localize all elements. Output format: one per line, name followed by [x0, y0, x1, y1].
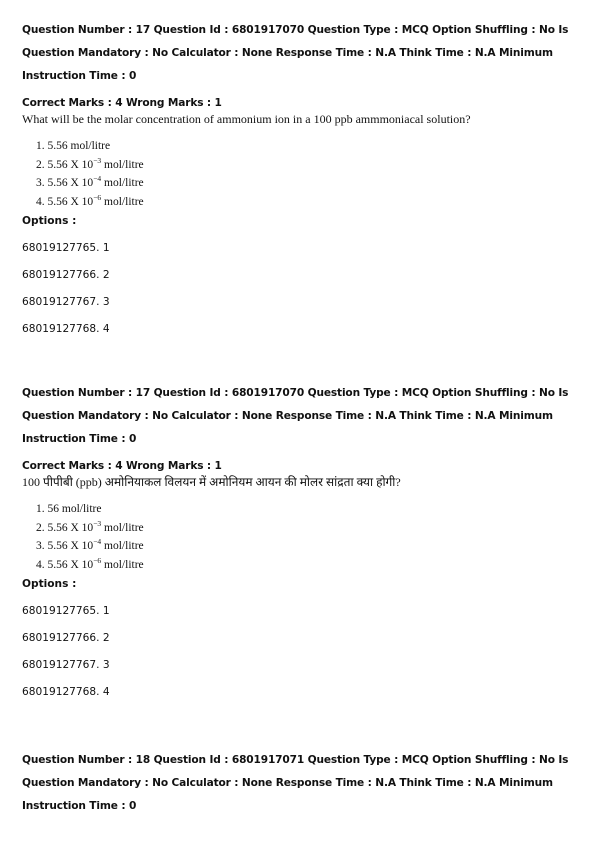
instruction-time: Instruction Time : 0 — [22, 433, 137, 445]
question-meta-line: Question Number : 17 Question Id : 6801917070 Question Type : MCQ Option Shuffling : No Is — [22, 387, 569, 399]
option-id: 68019127765. 1 — [22, 242, 110, 254]
question-block — [22, 23, 582, 349]
choice-item: 1. 56 mol/litre — [36, 503, 102, 515]
question-meta-line: Question Mandatory : No Calculator : None Response Time : N.A Think Time : N.A Minimum — [22, 410, 553, 422]
choice-item: 3. 5.56 X $10^{-4}$ mol/litre — [36, 174, 144, 189]
option-id: 68019127768. 4 — [22, 323, 110, 335]
instruction-time: Instruction Time : 0 — [22, 800, 137, 812]
option-id: 68019127768. 4 — [22, 686, 110, 698]
choice-item: 4. 5.56 X $10^{-6}$ mol/litre — [36, 192, 144, 208]
question-meta-line: Question Mandatory : No Calculator : None Response Time : N.A Think Time : N.A Minimum — [22, 47, 553, 59]
instruction-time: Instruction Time : 0 — [22, 70, 137, 82]
choice-item: 3. 5.56 X $10^{-4}$ mol/litre — [36, 537, 144, 552]
choice-list — [36, 138, 582, 212]
option-id: 68019127766. 2 — [22, 632, 110, 644]
question-text: What will be the molar concentration of ammonium ion in a 100 ppb ammmoniacal solution? — [22, 112, 471, 126]
question-text: 100 पीपीबी (ppb) अमोनियाकल विलयन में अमोनियम आयन की मोलर सांद्रता क्या होगी? — [22, 475, 401, 489]
question-block — [22, 386, 582, 712]
choice-item: 4. 5.56 X $10^{-6}$ mol/litre — [36, 555, 144, 571]
option-id: 68019127767. 3 — [22, 659, 110, 671]
option-id: 68019127766. 2 — [22, 269, 110, 281]
options-heading: Options : — [22, 215, 77, 227]
marks-line: Correct Marks : 4 Wrong Marks : 1 — [22, 97, 222, 109]
options-heading: Options : — [22, 578, 77, 590]
choice-item: 1. 5.56 mol/litre — [36, 140, 111, 152]
question-meta-line: Question Mandatory : No Calculator : None Response Time : N.A Think Time : N.A Minimum — [22, 777, 553, 789]
question-block — [22, 753, 582, 822]
choice-list — [36, 501, 582, 575]
question-meta-line: Question Number : 18 Question Id : 6801917071 Question Type : MCQ Option Shuffling : No Is — [22, 754, 569, 766]
marks-line: Correct Marks : 4 Wrong Marks : 1 — [22, 460, 222, 472]
question-meta-line: Question Number : 17 Question Id : 6801917070 Question Type : MCQ Option Shuffling : No Is — [22, 24, 569, 36]
option-id: 68019127767. 3 — [22, 296, 110, 308]
choice-item: 2. 5.56 X $10^{-3}$ mol/litre — [36, 518, 144, 534]
choice-item: 2. 5.56 X $10^{-3}$ mol/litre — [36, 155, 144, 171]
option-id: 68019127765. 1 — [22, 605, 110, 617]
